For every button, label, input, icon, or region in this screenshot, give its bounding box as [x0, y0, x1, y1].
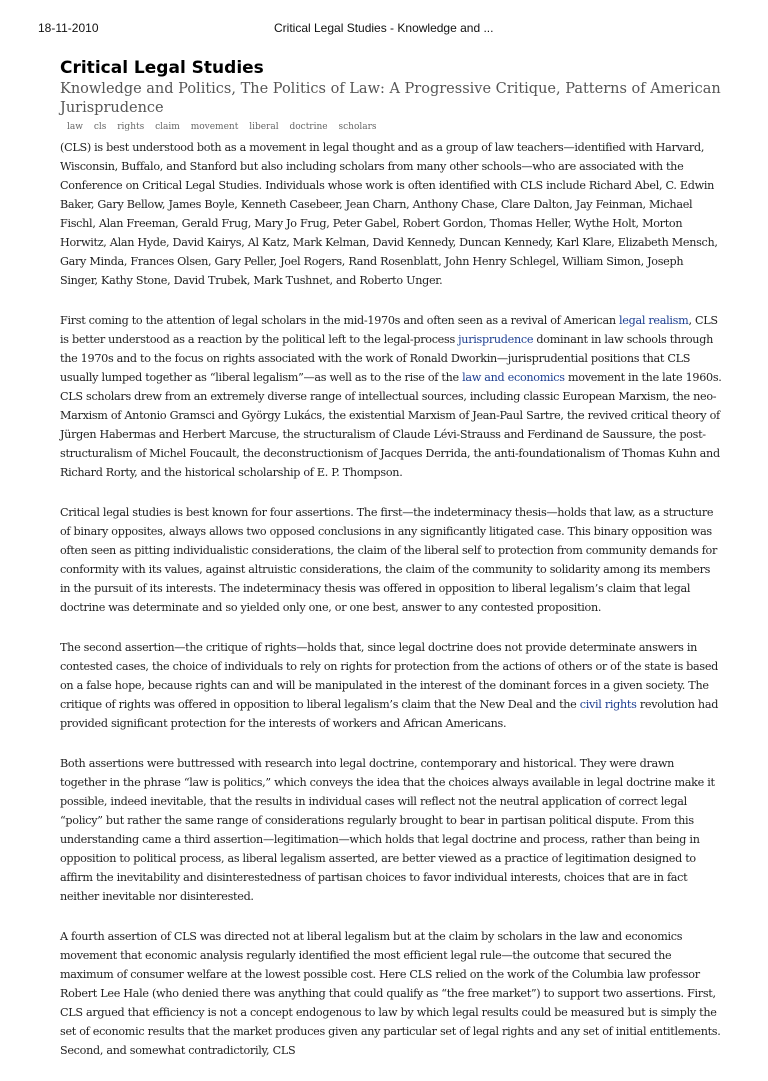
law-and-economics-link[interactable]: law and economics: [462, 371, 565, 384]
paragraph-text: The second assertion—the critique of rights—holds that, since legal doctrine does not provide determinate answers in contested cases, the choice of individuals to rely on rights for protection from the actions of others or of the state is based on a false hope, because rights can and will be manipulated in the interest of the dominant forces in a given society. The critique of rights was offered in opposition to liberal legalism’s claim that the New Deal and the: [60, 641, 719, 711]
paragraph-origins: [60, 311, 722, 482]
legal-realism-link[interactable]: legal realism: [619, 314, 689, 327]
tag-link[interactable]: movement: [190, 122, 239, 132]
tag-list: [67, 122, 722, 132]
paragraph-text: , CLS is better understood as a reaction by the political left to the legal-process: [60, 314, 718, 346]
paragraph-text: movement in the late 1960s. CLS scholars drew from an extremely diverse range of intellectual sources, including classic European Marxism, the neo-Marxism of Antonio Gramsci and György Lukács, the existential Marxism of Jean-Paul Sartre, the revived critical theory of Jürgen Habermas and Herbert Marcuse, the structuralism of Claude Lévi-Strauss and Ferdinand de Saussure, the post-structuralism of Michel Foucault, the deconstructionism of Jacques Derrida, the anti-foundationalism of Thomas Kuhn and Richard Rorty, and the historical scholarship of E. P. Thompson.: [60, 371, 722, 479]
civil-rights-link[interactable]: civil rights: [579, 698, 637, 711]
tag-link[interactable]: liberal: [249, 122, 279, 132]
paragraph-efficiency: A fourth assertion of CLS was directed not at liberal legalism but at the claim by scholars in the law and economics movement that economic analysis regularly identified the most efficient legal rule—the outcome that secured the maximum of consumer welfare at the lowest possible cost. Here CLS relied on the work of the Columbia law professor Robert Lee Hale (who denied there was anything that could qualify as “the free market”) to support two assertions. First, CLS argued that efficiency is not a concept endogenous to law by which legal results could be measured but is simply the set of economic results that the market produces given any particular set of legal rights and any set of initial entitlements. Second, and somewhat contradictorily, CLS: [60, 930, 721, 1057]
tag-link[interactable]: doctrine: [289, 122, 328, 132]
tag-link[interactable]: cls: [93, 122, 107, 132]
article-title: Critical Legal Studies: [60, 58, 264, 78]
jurisprudence-link[interactable]: jurisprudence: [458, 333, 534, 346]
tag-link[interactable]: scholars: [338, 122, 377, 132]
tag-link[interactable]: rights: [117, 122, 145, 132]
article-subtitle: Knowledge and Politics, The Politics of Law: A Progressive Critique, Patterns of American Jurisprudence: [60, 81, 721, 116]
paragraph-intro: (CLS) is best understood both as a movement in legal thought and as a group of law teachers—identified with Harvard, Wisconsin, Buffalo, and Stanford but also including scholars from many other schools—who are associated with the Conference on Critical Legal Studies. Individuals whose work is often identified with CLS include Richard Abel, C. Edwin Baker, Gary Bellow, James Boyle, Kenneth Casebeer, Jean Charn, Anthony Chase, Clare Dalton, Jay Feinman, Michael Fischl, Alan Freeman, Gerald Frug, Mary Jo Frug, Peter Gabel, Robert Gordon, Thomas Heller, Wythe Holt, Morton Horwitz, Alan Hyde, David Kairys, Al Katz, Mark Kelman, David Kennedy, Duncan Kennedy, Karl Klare, Elizabeth Mensch, Gary Minda, Frances Olsen, Gary Peller, Joel Rogers, Rand Rosenblatt, John Henry Schlegel, William Simon, Joseph Singer, Kathy Stone, David Trubek, Mark Tushnet, and Roberto Unger.: [60, 141, 718, 287]
print-header: [0, 0, 768, 44]
tag-link[interactable]: claim: [155, 122, 180, 132]
paragraph-text: revolution had provided significant protection for the interests of workers and African Americans.: [60, 698, 719, 730]
article: [60, 52, 722, 1081]
paragraph-text: First coming to the attention of legal scholars in the mid-1970s and often seen as a revival of American: [60, 314, 620, 327]
print-page-title: Critical Legal Studies - Knowledge and ...: [274, 21, 494, 35]
print-date: 18-11-2010: [38, 21, 99, 35]
paragraph-legitimation: Both assertions were buttressed with research into legal doctrine, contemporary and historical. They were drawn together in the phrase “law is politics,” which conveys the idea that the choices always available in legal doctrine make it possible, indeed inevitable, that the results in individual cases will reflect not the neutral application of correct legal “policy” but rather the same range of considerations regularly brought to bear in partisan political dispute. From this understanding came a third assertion—legitimation—which holds that legal doctrine and process, rather than being in opposition to political process, as liberal legalism asserted, are better viewed as a practice of legitimation designed to affirm the inevitability and disinterestedness of partisan choices to favor individual interests, choices that are in fact neither inevitable nor disinterested.: [60, 757, 715, 903]
paragraph-indeterminacy: Critical legal studies is best known for four assertions. The first—the indeterminacy thesis—holds that law, as a structure of binary opposites, always allows two opposed conclusions in any significantly litigated case. This binary opposition was often seen as pitting individualistic considerations, the claim of the liberal self to protection from community demands for conformity with its values, against altruistic considerations, the claim of the community to solidarity among its members in the pursuit of its interests. The indeterminacy thesis was offered in opposition to liberal legalism’s claim that legal doctrine was determinate and so yielded only one, or one best, answer to any contested proposition.: [60, 506, 718, 614]
paragraph-critique-of-rights: [60, 638, 722, 733]
tag-link[interactable]: law: [67, 122, 83, 132]
paragraph-text: dominant in law schools through the 1970s and to the focus on rights associated with the work of Ronald Dworkin—jurisprudential positions that CLS usually lumped together as “liberal legalism”—as well as to the rise of the: [60, 333, 713, 384]
